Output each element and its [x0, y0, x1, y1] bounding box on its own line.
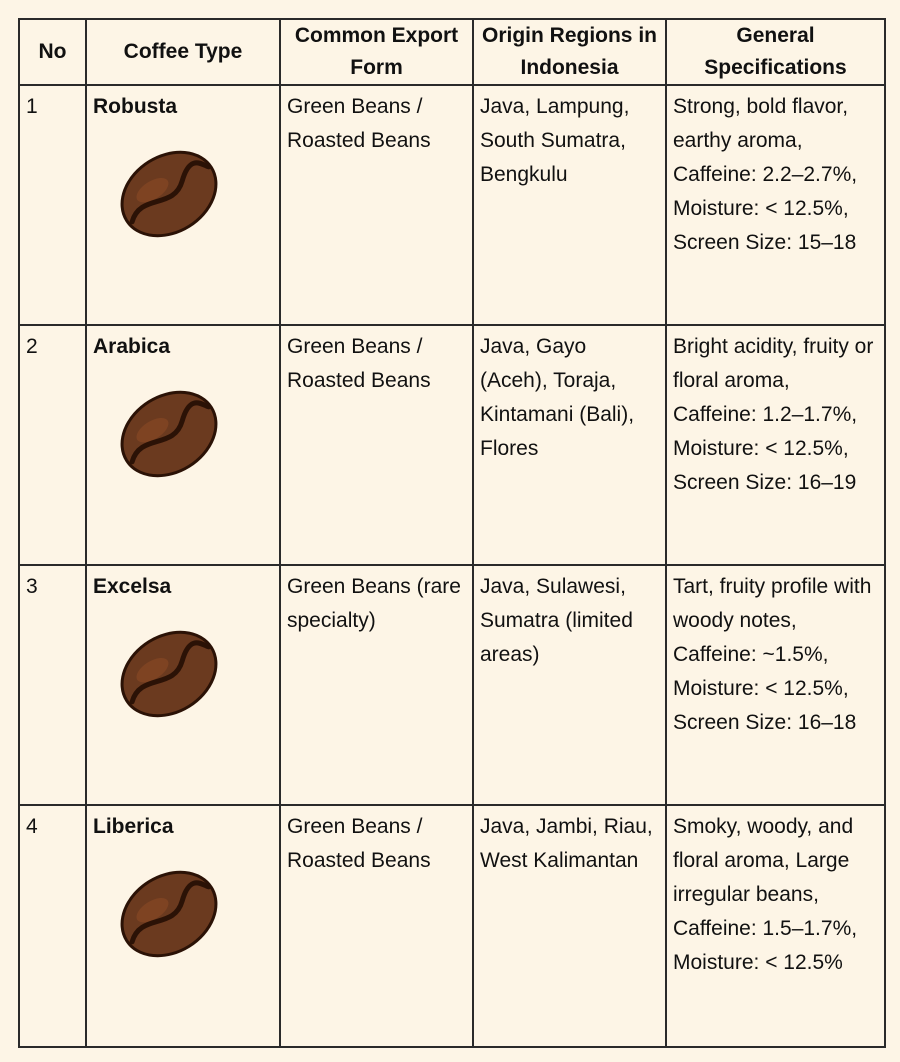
table-row — [19, 325, 885, 565]
row-number: 1 — [19, 85, 86, 325]
export-form-cell: Green Beans (rare specialty) — [280, 565, 473, 805]
table-container — [18, 18, 886, 1048]
coffee-type-cell — [86, 565, 280, 805]
specifications-cell: Strong, bold flavor, earthy aroma, Caffeine: 2.2–2.7%, Moisture: < 12.5%, Screen Size: 15–18 — [666, 85, 885, 325]
specifications-cell: Bright acidity, fruity or floral aroma, Caffeine: 1.2–1.7%, Moisture: < 12.5%, Screen Size: 16–19 — [666, 325, 885, 565]
header-specifications: General Specifications — [666, 19, 885, 85]
export-form-cell: Green Beans / Roasted Beans — [280, 325, 473, 565]
coffee-bean-icon — [113, 144, 225, 244]
origin-regions-cell: Java, Lampung, South Sumatra, Bengkulu — [473, 85, 666, 325]
coffee-bean-icon — [113, 624, 225, 724]
coffee-type-name: Liberica — [93, 815, 174, 838]
table-row — [19, 805, 885, 1047]
table-row — [19, 85, 885, 325]
header-coffee-type: Coffee Type — [86, 19, 280, 85]
coffee-type-name: Excelsa — [93, 575, 172, 598]
header-origin-regions: Origin Regions in Indonesia — [473, 19, 666, 85]
specifications-cell: Smoky, woody, and floral aroma, Large irregular beans, Caffeine: 1.5–1.7%, Moisture: < 12.5% — [666, 805, 885, 1047]
origin-regions-cell: Java, Sulawesi, Sumatra (limited areas) — [473, 565, 666, 805]
specifications-cell: Tart, fruity profile with woody notes, Caffeine: ~1.5%, Moisture: < 12.5%, Screen Size: 16–18 — [666, 565, 885, 805]
coffee-type-cell — [86, 805, 280, 1047]
coffee-type-name: Robusta — [93, 95, 177, 118]
coffee-types-table — [18, 18, 886, 1048]
coffee-bean-icon — [113, 864, 225, 964]
row-number: 3 — [19, 565, 86, 805]
origin-regions-cell: Java, Gayo (Aceh), Toraja, Kintamani (Bali), Flores — [473, 325, 666, 565]
header-row — [19, 19, 885, 85]
row-number: 2 — [19, 325, 86, 565]
coffee-type-cell — [86, 85, 280, 325]
export-form-cell: Green Beans / Roasted Beans — [280, 805, 473, 1047]
coffee-type-name: Arabica — [93, 335, 171, 358]
header-export-form: Common Export Form — [280, 19, 473, 85]
coffee-type-cell — [86, 325, 280, 565]
coffee-bean-icon — [113, 384, 225, 484]
header-no: No — [19, 19, 86, 85]
origin-regions-cell: Java, Jambi, Riau, West Kalimantan — [473, 805, 666, 1047]
export-form-cell: Green Beans / Roasted Beans — [280, 85, 473, 325]
table-row — [19, 565, 885, 805]
row-number: 4 — [19, 805, 86, 1047]
